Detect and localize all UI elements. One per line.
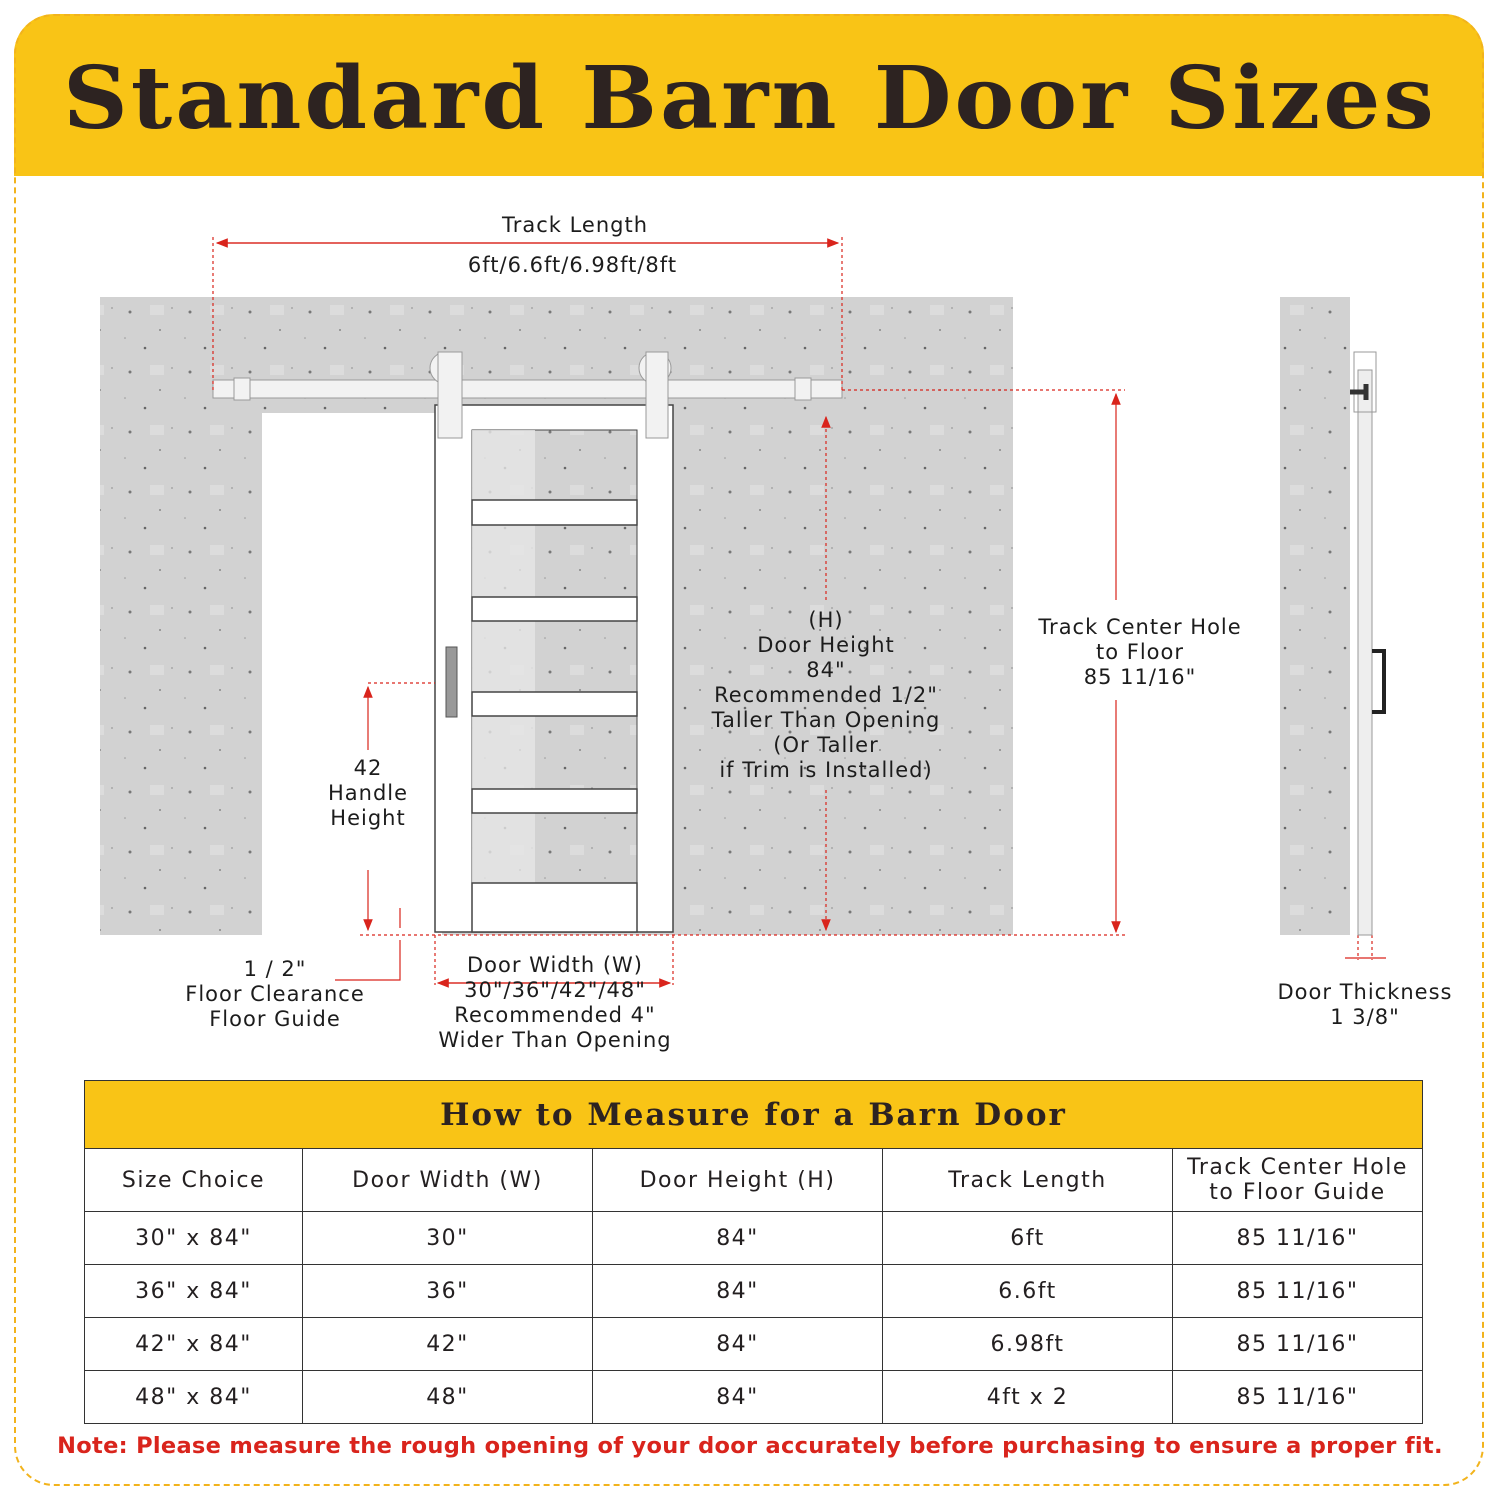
cell: 85 11/16" — [1173, 1212, 1423, 1265]
table-row — [85, 1318, 1423, 1371]
door-thickness-label: Door Thickness — [1277, 980, 1453, 1004]
col-header: Track Center Hole to Floor Guide — [1173, 1149, 1423, 1212]
cell: 48" x 84" — [85, 1371, 303, 1424]
door-thickness-value: 1 3/8" — [1330, 1005, 1400, 1029]
barn-door — [435, 405, 673, 932]
door-opening — [262, 413, 442, 935]
door-height-annotation — [680, 608, 972, 783]
track-center-value: 85 11/16" — [1083, 665, 1197, 689]
track-length-value: 6ft/6.6ft/6.98ft/8ft — [467, 253, 678, 277]
cell: 30" — [303, 1212, 593, 1265]
cell: 48" — [303, 1371, 593, 1424]
col-header: Size Choice — [85, 1149, 303, 1212]
cell: 85 11/16" — [1173, 1265, 1423, 1318]
door-thickness-annotation — [1255, 980, 1475, 1030]
cell: 30" x 84" — [85, 1212, 303, 1265]
cell: 84" — [593, 1318, 883, 1371]
col-header: Door Width (W) — [303, 1149, 593, 1212]
table-title: How to Measure for a Barn Door — [85, 1081, 1423, 1149]
cell: 85 11/16" — [1173, 1371, 1423, 1424]
table-row — [85, 1265, 1423, 1318]
size-table — [84, 1080, 1423, 1424]
track-center-label: Track Center Hole — [1038, 615, 1242, 639]
handle-height-label: Handle — [327, 781, 409, 805]
cell: 36" — [303, 1265, 593, 1318]
floor-guide-label: Floor Guide — [209, 1007, 341, 1031]
track-center-label2: to Floor — [1095, 640, 1184, 664]
col-header: Door Height (H) — [593, 1149, 883, 1212]
cell: 84" — [593, 1265, 883, 1318]
cell: 42" x 84" — [85, 1318, 303, 1371]
door-height-value: 84" — [806, 658, 846, 682]
door-width-rec: Recommended 4" — [454, 1003, 656, 1027]
door-width-label: Door Width (W) — [466, 953, 643, 977]
handle-height-annotation — [308, 756, 428, 831]
floor-clearance-label: Floor Clearance — [185, 982, 365, 1006]
door-handle — [446, 647, 457, 717]
door-height-rec: Recommended 1/2" — [714, 683, 938, 707]
table-header-row — [85, 1149, 1423, 1212]
door-height-rec4: if Trim is Installed) — [719, 758, 933, 782]
door-width-rec2: Wider Than Opening — [438, 1028, 672, 1052]
handle-height-label2: Height — [330, 806, 406, 830]
cell: 84" — [593, 1371, 883, 1424]
door-width-values: 30"/36"/42"/48" — [464, 978, 646, 1002]
col-header: Track Length — [883, 1149, 1173, 1212]
door-width-annotation — [420, 953, 690, 1053]
cell: 6.98ft — [883, 1318, 1173, 1371]
cell: 85 11/16" — [1173, 1318, 1423, 1371]
cell: 84" — [593, 1212, 883, 1265]
door-height-h: (H) — [808, 608, 844, 632]
table-row — [85, 1212, 1423, 1265]
cell: 6ft — [883, 1212, 1173, 1265]
side-view — [1280, 297, 1384, 935]
cell: 42" — [303, 1318, 593, 1371]
track-center-annotation — [1020, 615, 1260, 690]
door-height-rec2: Taller Than Opening — [711, 708, 941, 732]
handle-height-value: 42 — [353, 756, 383, 780]
door-height-rec3: (Or Taller — [773, 733, 879, 757]
track-length-label: Track Length — [501, 213, 649, 237]
cell: 4ft x 2 — [883, 1371, 1173, 1424]
floor-clearance-value: 1 / 2" — [243, 957, 307, 981]
measurement-note: Note: Please measure the rough opening of your door accurately before purchasing to ensure a proper fit. — [57, 1433, 1443, 1459]
door-height-label: Door Height — [757, 633, 895, 657]
cell: 6.6ft — [883, 1265, 1173, 1318]
page-title: Standard Barn Door Sizes — [63, 48, 1437, 149]
cell: 36" x 84" — [85, 1265, 303, 1318]
table-row — [85, 1371, 1423, 1424]
floor-clearance-annotation — [160, 957, 390, 1032]
